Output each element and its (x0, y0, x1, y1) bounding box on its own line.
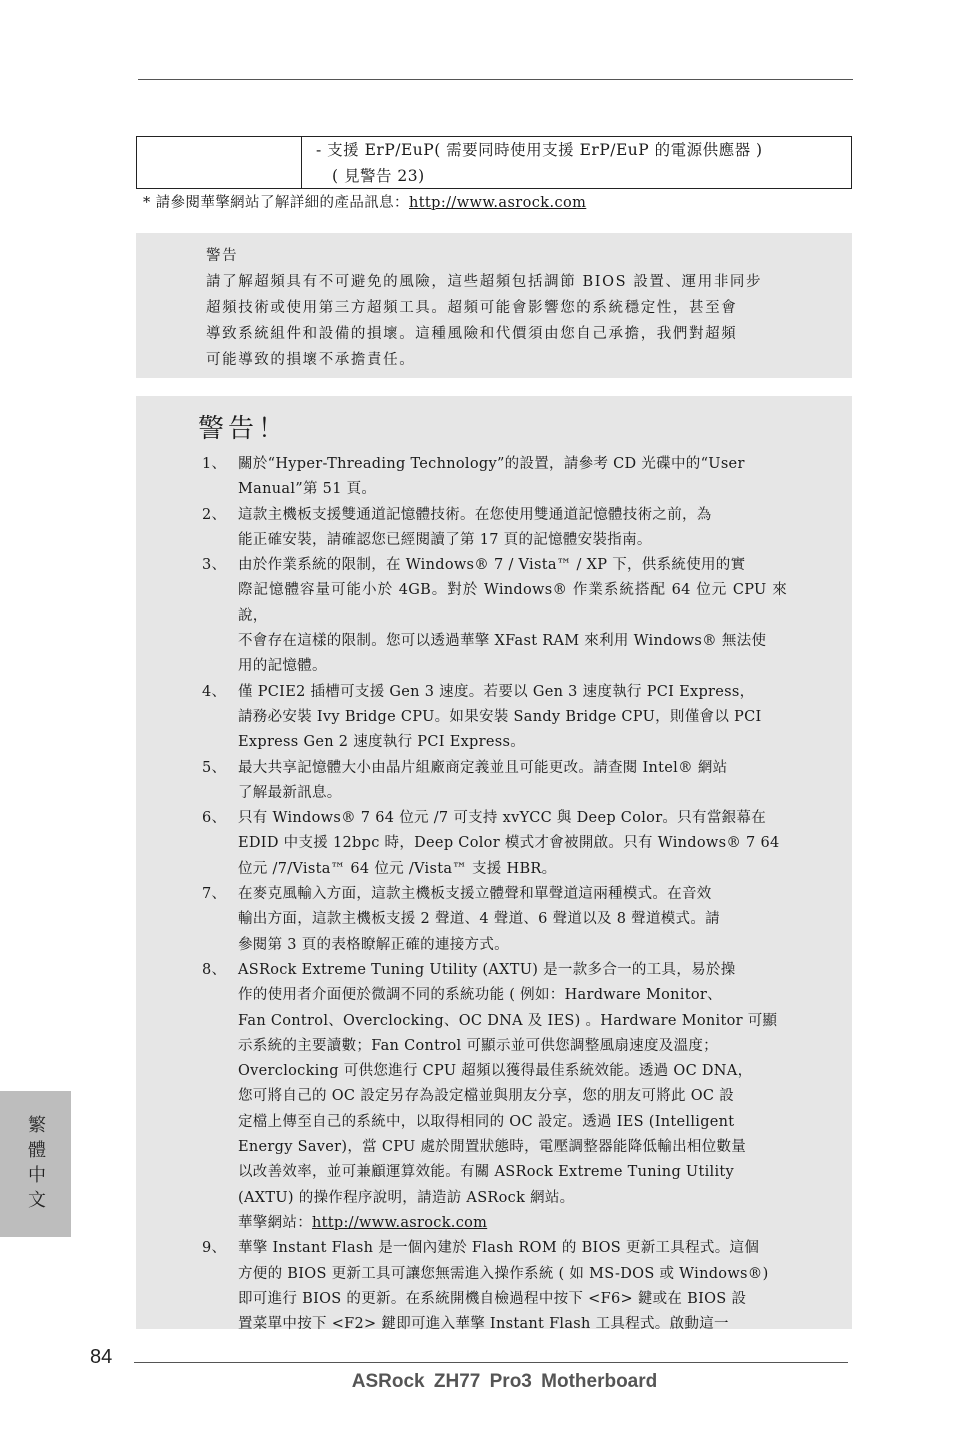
warning-item-line: 際記憶體容量可能小於 4GB。對於 Windows® 作業系統搭配 64 位元 CPU 來說， (238, 582, 787, 624)
warning-item-line: 示系統的主要讀數；Fan Control 可顯示並可供您調整風扇速度及溫度； (238, 1037, 718, 1054)
spec-table-label-cell (137, 137, 302, 188)
warning-item-line: 用的記憶體。 (238, 658, 327, 675)
warning-item-line: Manual”第 51 頁。 (238, 481, 377, 498)
warning-item-line: 位元 /7/Vista™ 64 位元 /Vista™ 支援 HBR。 (238, 860, 557, 877)
warning-item (202, 452, 787, 503)
warning-item-line: 華擎 Instant Flash 是一個內建於 Flash ROM 的 BIOS 更新工具程式。這個 (238, 1240, 760, 1257)
warning-box (136, 396, 852, 1333)
warning-item-line: 作的使用者介面便於微調不同的系統功能 ( 例如：Hardware Monitor、 (238, 987, 722, 1004)
warning-item-line: 了解最新訊息。 (238, 784, 342, 801)
warning-item-number: 3、 (202, 557, 227, 574)
warning-item-line: 不會存在這樣的限制。您可以透過華擎 XFast RAM 來利用 Windows® 無法使 (238, 633, 767, 650)
warning-item-number: 2、 (202, 506, 227, 523)
warning-item (202, 503, 787, 554)
warning-item (202, 756, 787, 807)
warning-item (202, 806, 787, 882)
caution-title: 警告 (206, 248, 239, 264)
asrock-website-line (238, 1211, 787, 1236)
warning-item-line: 定檔上傳至自己的系統中，以取得相同的 OC 設定。透過 IES (Intelligent (238, 1113, 735, 1130)
spec-line: ( 見警告 23) (332, 167, 425, 185)
caution-line: 導致系統組件和設備的損壞。這種風險和代價須由您自己承擔，我們對超頻 (206, 326, 738, 342)
warning-item-line: 由於作業系統的限制，在 Windows® 7 / Vista™ / XP 下，供系統使用的實 (238, 557, 746, 574)
warning-item-line: 這款主機板支援雙通道記憶體技術。在您使用雙通道記憶體技術之前，為 (238, 506, 712, 523)
warning-item-number: 5、 (202, 759, 227, 776)
warning-item-line: 能正確安裝，請確認您已經閱讀了第 17 頁的記憶體安裝指南。 (238, 531, 652, 548)
website-label: 華擎網站： (238, 1214, 312, 1231)
header-rule (138, 79, 853, 80)
warning-item (202, 1236, 787, 1337)
warning-item-line: ASRock Extreme Tuning Utility (AXTU) 是一款多合一的工具，易於操 (238, 961, 736, 978)
warning-list (202, 452, 787, 1337)
warning-item-line: 只有 Windows® 7 64 位元 /7 可支持 xvYCC 與 Deep Color。只有當銀幕在 (238, 810, 767, 827)
warning-item-number: 7、 (202, 886, 227, 903)
warning-item-line: 置菜單中按下 <F2> 鍵即可進入華擎 Instant Flash 工具程式。啟動這一 (238, 1316, 729, 1333)
spec-table-value-cell (302, 137, 851, 188)
warning-item-line: 輸出方面，這款主機板支援 2 聲道、4 聲道、6 聲道以及 8 聲道模式。請 (238, 911, 720, 928)
warning-item-line: 參閱第 3 頁的表格瞭解正確的連接方式。 (238, 936, 509, 953)
warning-item-line: 方便的 BIOS 更新工具可讓您無需進入操作系統 ( 如 MS-DOS 或 Windows®) (238, 1265, 769, 1282)
spec-line: - 支援 ErP/EuP( 需要同時使用支援 ErP/EuP 的電源供應器 ) (316, 141, 763, 159)
page-number: 84 (90, 1346, 113, 1368)
warning-item (202, 553, 787, 679)
asrock-website-link[interactable]: http://www.asrock.com (312, 1214, 488, 1231)
caution-line: 超頻技術或使用第三方超頻工具。超頻可能會影響您的系統穩定性，甚至會 (206, 300, 738, 316)
warning-item-number: 8、 (202, 961, 227, 978)
caution-line: 可能導致的損壞不承擔責任。 (206, 352, 416, 368)
warning-item-line: 僅 PCIE2 插槽可支援 Gen 3 速度。若要以 Gen 3 速度執行 PCI Express， (238, 683, 755, 700)
warning-item (202, 958, 787, 1236)
warning-item-line: 即可進行 BIOS 的更新。在系統開機自檢過程中按下 <F6> 鍵或在 BIOS 設 (238, 1290, 747, 1307)
warning-item-line: 最大共享記憶體大小由晶片組廠商定義並且可能更改。請查閱 Intel® 網站 (238, 759, 728, 776)
warning-item-number: 1、 (202, 456, 227, 472)
warning-item-line: Overclocking 可供您進行 CPU 超頻以獲得最佳系統效能。透過 OC DNA， (238, 1063, 753, 1080)
warning-item-line: 請務必安裝 Ivy Bridge CPU。如果安裝 Sandy Bridge CPU，則僅會以 PCI (238, 708, 762, 725)
warning-item-line: Energy Saver)，當 CPU 處於閒置狀態時，電壓調整器能降低輸出相位數量 (238, 1139, 747, 1156)
asrock-website-link[interactable]: http://www.asrock.com (408, 195, 587, 211)
language-label: 繁體中文 (28, 1115, 46, 1211)
warning-item-line: EDID 中支援 12bpc 時，Deep Color 模式才會被開啟。只有 Windows® 7 64 (238, 835, 780, 852)
warning-item (202, 680, 787, 756)
warning-item-number: 6、 (202, 810, 227, 827)
warning-item-line: 關於“Hyper-Threading Technology”的設置，請參考 CD 光碟中的“User (238, 456, 745, 472)
warning-item-number: 9、 (202, 1240, 227, 1257)
warning-item-line: Express Gen 2 速度執行 PCI Express。 (238, 734, 526, 751)
footer-title: ASRock ZH77 Pro3 Motherboard (351, 1371, 658, 1392)
warning-item (202, 882, 787, 958)
warning-item-number: 4、 (202, 683, 227, 700)
spec-table (136, 136, 852, 189)
warning-item-line: 在麥克風輸入方面，這款主機板支援立體聲和單聲道這兩種模式。在音效 (238, 886, 712, 903)
warning-item-line: 以改善效率，並可兼顧運算效能。有關 ASRock Extreme Tuning Utility (238, 1164, 735, 1181)
language-side-tab (0, 1091, 71, 1237)
caution-line: 請了解超頻具有不可避免的風險，這些超頻包括調節 BIOS 設置、運用非同步 (206, 274, 763, 290)
warning-item-line: Fan Control、Overclocking、OC DNA 及 IES) 。Hardware Monitor 可顯 (238, 1012, 778, 1029)
warning-item-line: (AXTU) 的操作程序說明，請造訪 ASRock 網站。 (238, 1189, 575, 1206)
warning-item-line: 您可將自己的 OC 設定另存為設定檔並與朋友分享，您的朋友可將此 OC 設 (238, 1088, 734, 1105)
footer-rule (134, 1362, 848, 1363)
footnote-text: * 請參閱華擎網站了解詳細的產品訊息： (143, 195, 409, 211)
footnote (143, 191, 586, 212)
overclock-caution-box (136, 233, 852, 378)
warning-title: 警告！ (198, 414, 289, 444)
